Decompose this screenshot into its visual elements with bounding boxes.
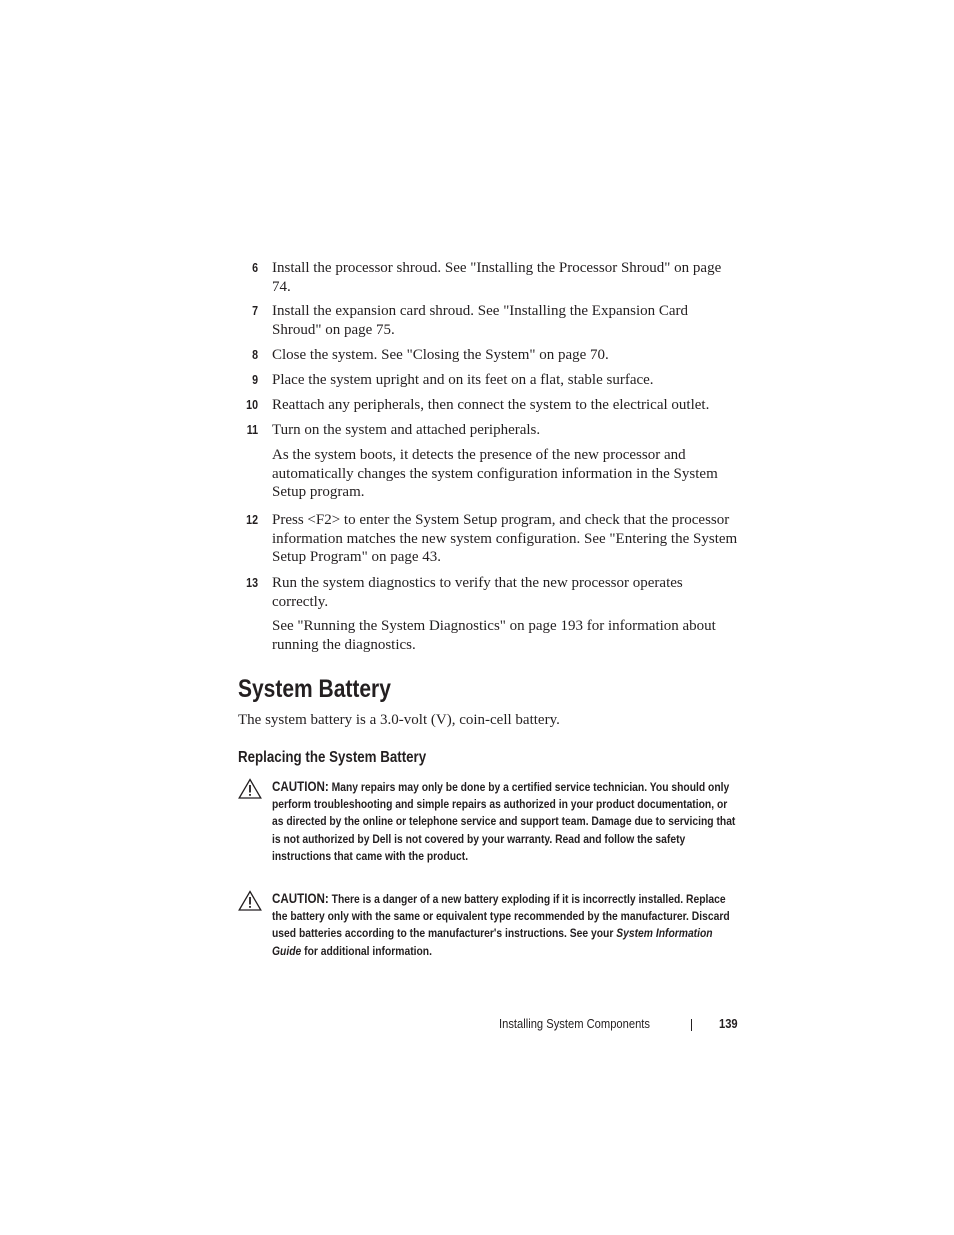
caution-body: There is a danger of a new battery exploding if it is incorrectly installed. Replace the battery only with the same or equivalent type recommended by the manufacturer. Discard used batteries according to the manufacturer's instructions. See your: [272, 892, 730, 941]
step-text: Run the system diagnostics to verify that the new processor operates correctly.: [272, 575, 683, 610]
footer-divider: [691, 1019, 692, 1031]
step-text: Reattach any peripherals, then connect the system to the electrical outlet.: [272, 397, 710, 413]
step-number: 9: [252, 372, 258, 387]
step-text: Install the expansion card shroud. See "Installing the Expansion Card Shroud" on page 75.: [272, 303, 689, 338]
caution-label: CAUTION:: [272, 891, 329, 906]
step-number: 8: [252, 347, 258, 362]
caution-label: CAUTION:: [272, 779, 329, 794]
step-number: 13: [246, 575, 258, 590]
caution-body-end: for additional information.: [304, 943, 432, 958]
step-text: Close the system. See "Closing the System" on page 70.: [272, 347, 609, 363]
guide-title: System Information Guide: [272, 926, 713, 958]
step-text: Turn on the system and attached peripherals.: [272, 422, 541, 438]
step-number: 11: [246, 422, 258, 437]
caution-text: [272, 778, 738, 865]
step-text: Install the processor shroud. See "Installing the Processor Shroud" on page 74.: [272, 260, 722, 295]
caution-triangle-icon: [238, 778, 262, 799]
caution-body: Many repairs may only be done by a certified service technician. You should only perform troubleshooting and simple repairs as authorized in your product documentation, or as directed by the online or telephone service and support team. Damage due to servicing that is not authorized by Dell is not covered by your warranty. Read and follow the safety instructions that came with the product.: [272, 780, 736, 863]
caution-text: [272, 890, 738, 960]
subsection-title: Replacing the System Battery: [238, 749, 427, 766]
step-13-note: See "Running the System Diagnostics" on page 193 for information about running the diagnostics.: [272, 618, 716, 653]
section-intro: The system battery is a 3.0-volt (V), coin-cell battery.: [238, 712, 560, 728]
page-number: 139: [719, 1016, 738, 1031]
section-title: System Battery: [238, 675, 391, 703]
step-text: Place the system upright and on its feet on a flat, stable surface.: [272, 372, 654, 388]
step-number: 10: [246, 397, 258, 412]
step-text: Press <F2> to enter the System Setup program, and check that the processor information matches the new system configuration. See "Entering the System Setup Program" on page 43.: [272, 512, 738, 566]
step-number: 12: [246, 512, 258, 527]
step-number: 6: [252, 260, 258, 275]
caution-triangle-icon: [238, 890, 262, 911]
step-number: 7: [252, 303, 258, 318]
step-11-note: As the system boots, it detects the presence of the new processor and automatically changes the system configuration information in the System Setup program.: [272, 447, 718, 501]
footer-chapter-title: Installing System Components: [499, 1016, 651, 1031]
